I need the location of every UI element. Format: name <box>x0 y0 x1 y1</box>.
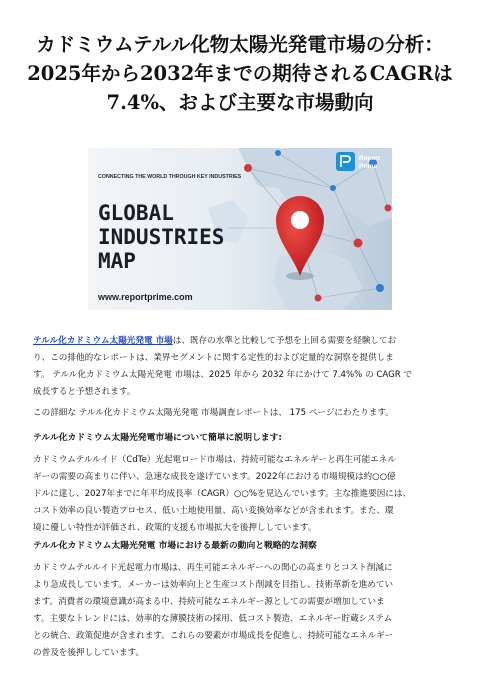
section-1-line-1: カドミウムテルルイド（CdTe）光起電ロード市場は、持続可能なエネルギーと再生可能エネル <box>33 455 396 465</box>
section-2-line-2: より急成長しています。メーカーは効率向上と生産コスト削減を目指し、技術革新を進めてい <box>33 580 394 590</box>
intro-line-2: り、この排他的なレポートは、業界セグメントに関する定性的および定量的な洞察を提供しま <box>33 353 394 363</box>
logo-text-1: Report <box>359 155 380 162</box>
banner-url: www.reportprime.com <box>98 292 193 302</box>
section-1-line-4: コスト効率の良い製造プロセス、低い土地使用量、高い変換効率などが含まれます。また、環 <box>33 506 394 516</box>
banner-graphic <box>88 148 392 310</box>
banner-tagline: CONNECTING THE WORLD THROUGH KEY INDUSTRIES <box>98 174 242 180</box>
title-line-2: 2025年から2032年までの期待されるCAGRは <box>27 62 453 85</box>
section-2-paragraph <box>33 560 447 662</box>
pages-note-text: この詳細な テルル化カドミウム太陽光発電 市場調査レポートは、 175 ページにわたります。 <box>33 408 394 418</box>
title-line-3: 7.4%、および主要な市場動向 <box>106 91 374 114</box>
intro-paragraph <box>33 333 447 401</box>
section-2-heading: テルル化カドミウム太陽光発電 市場における最新の動向と戦略的な洞察 <box>33 541 317 551</box>
intro-line-3: す。 テルル化カドミウム太陽光発電 市場は、2025 年から 2032 年にかけて 7.4%% の CAGR で <box>33 370 413 380</box>
pages-note <box>33 405 447 422</box>
banner-heading-1: GLOBAL <box>98 201 174 225</box>
intro-line-1: は、既存の水準と比較して予想を上回る需要を経験してお <box>172 336 397 346</box>
section-1-line-3: ドルに達し、2027年までに年平均成長率（CAGR）○○%を見込んでいます。主な推進要因には、 <box>33 489 412 499</box>
section-2-line-3: ます。消費者の環境意識が高まる中、持続可能なエネルギー源としての需要が増加していま <box>33 597 385 607</box>
logo-text-2: Prime <box>359 163 378 170</box>
section-2-line-6: の普及を後押ししています。 <box>33 648 145 658</box>
section-1-line-2: ギーの需要の高まりに伴い、急速な成長を遂げています。2022年における市場規模は約○○億 <box>33 472 396 482</box>
banner-heading-2: INDUSTRIES <box>98 225 225 249</box>
section-2-line-1: カドミウムテルルイド光起電力市場は、再生可能エネルギーへの関心の高まりとコスト削減に <box>33 563 393 573</box>
section-1-paragraph <box>33 452 447 537</box>
global-industries-map-banner <box>88 148 392 310</box>
section-1-line-5: 境に優しい特性が評価され、政策的支援も市場拡大を後押ししています。 <box>33 523 317 533</box>
section-2-line-5: との統合、政策促進が含まれます。これらの要素が市場成長を促進し、持続可能なエネルギー <box>33 631 394 641</box>
banner-heading-3: MAP <box>98 249 136 273</box>
section-2-line-4: す。主要なトレンドには、効率的な薄膜技術の採用、低コスト製造、エネルギー貯蔵システム <box>33 614 393 624</box>
reportprime-logo <box>336 152 381 171</box>
intro-line-4: 成長すると予想されます。 <box>33 387 136 397</box>
page-title <box>20 30 460 117</box>
market-report-link[interactable]: テルル化カドミウム太陽光発電 市場 <box>33 336 173 346</box>
section-1-heading: テルル化カドミウム太陽光発電市場について簡単に説明します: <box>33 433 282 443</box>
title-line-1: カドミウムテルル化物太陽光発電市場の分析： <box>36 33 444 56</box>
